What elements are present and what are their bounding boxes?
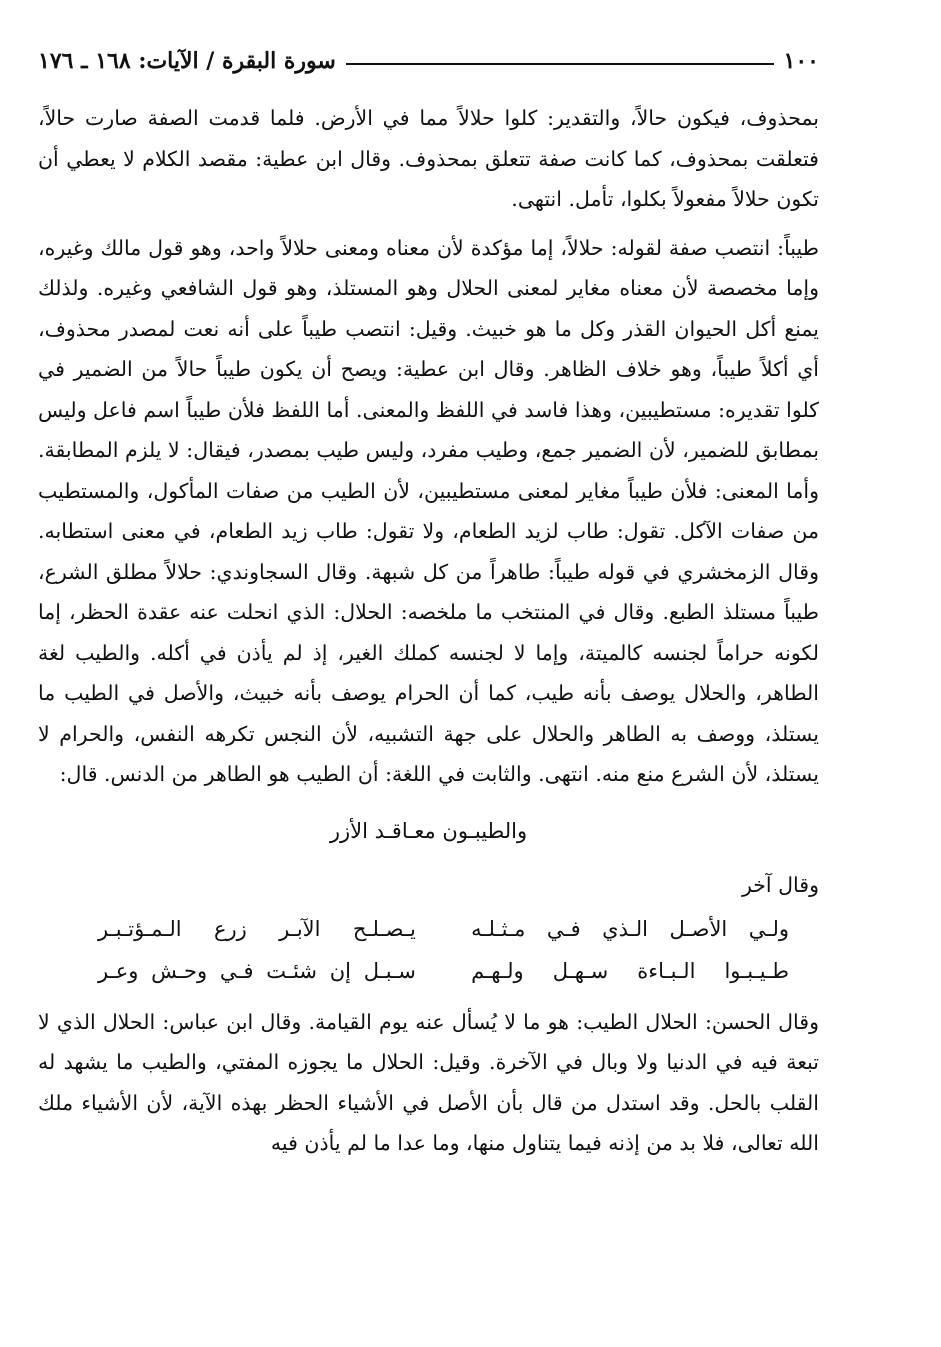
paragraph: بمحذوف، فيكون حالاً، والتقدير: كلوا حلالاً مما في الأرض. فلما قدمت الصفة صارت حالاً، فتعلقت بمحذوف، كما كانت صفة تتعلق بمحذوف. وقال ابن عطية: مقصد الكلام لا يعطي أن تكون حلالاً مفعولاً بكلوا، تأمل. انتهى. xyxy=(38,106,819,211)
paragraph: طيباً: انتصب صفة لقوله: حلالاً، إما مؤكدة لأن معناه ومعنى حلالاً واحد، وهو قول مالك وغيره، وإما مخصصة لأن معناه مغاير لمعنى الحلال وهو المستلذ، وهو قول الشافعي وغيره. ولذلك يمنع أكل الحيوان القذر وكل ما هو خبيث. وقيل: انتصب طيباً على أنه نعت لمصدر محذوف، أي أكلاً طيباً، وهو خلاف الظاهر. وقال ابن عطية: ويصح أن يكون طيباً حالاً من الضمير في كلوا تقديره: مستطيبين، وهذا فاسد في اللفظ والمعنى. أما اللفظ فلأن طيباً اسم فاعل وليس بمطابق للضمير، لأن الضمير جمع، وطيب مفرد، وليس طيب بمصدر، فيقال: لا يلزم المطابقة. وأما المعنى: فلأن طيباً مغاير لمعنى مستطيبين، لأن الطيب من صفات المأكول، والمستطيب من صفات الآكل. تقول: طاب لزيد الطعام، ولا تقول: طاب زيد الطعام، في معنى استطابه. وقال الزمخشري في قوله طيباً: طاهراً من كل شبهة. وقال السجاوندي: حلالاً مطلق الشرع، طيباً مستلذ الطبع. وقال في المنتخب ما ملخصه: الحلال: الذي انحلت عنه عقدة الحظر، إما لكونه حراماً لجنسه كالميتة، وإما لا لجنسه كملك الغير، إذ لم يأذن في أكله. والطيب لغة الطاهر، والحلال يوصف بأنه طيب، كما أن الحرام يوصف بأنه خبيث، والأصل في الطيب ما يستلذ، ووصف به الطاهر والحلال على جهة التشبيه، لأن النجس تكرهه النفس، والحرام لا يستلذ، لأن الشرع منع منه. انتهى. والثابت في اللغة: أن الطيب هو الطاهر من الدنس. قال: xyxy=(38,235,819,786)
verse-quote: والطيبـون معـاقـد الأزر xyxy=(329,818,528,843)
page-number: ١٠٠ xyxy=(783,48,819,74)
poem-hemistich-second: سـبـل إن شئـت فـي وحـش وعـر xyxy=(98,958,416,983)
page-body xyxy=(38,98,819,1164)
poem-line xyxy=(98,908,789,950)
poem-hemistich-first: طـيـبـوا الـبـاءة سـهـل ولـهـم xyxy=(471,958,789,983)
header-rule xyxy=(346,63,774,65)
page-header xyxy=(38,44,819,78)
poem-hemistich-second: يـصـلـح الآبـر زرع الـمـؤتـبـر xyxy=(98,916,416,941)
poem xyxy=(38,908,819,992)
poem-line xyxy=(98,950,789,992)
paragraph: وقال الحسن: الحلال الطيب: هو ما لا يُسأل عنه يوم القيامة. وقال ابن عباس: الحلال الذي لا تبعة فيه في الدنيا ولا وبال في الآخرة. وقيل: الحلال ما يجوزه المفتي، والطيب ما يشهد له القلب بالحل. وقد استدل من قال بأن الأصل في الأشياء الحظر بهذه الآية، لأن الأشياء ملك الله تعالى، فلا بد من إذنه فيما يتناول منها، وما عدا ما لم يأذن فيه xyxy=(38,1009,819,1155)
poem-intro: وقال آخر xyxy=(741,873,819,897)
running-title: سورة البقرة / الآيات: ١٦٨ ـ ١٧٦ xyxy=(38,48,336,74)
poem-hemistich-first: ولـي الأصـل الـذي فـي مـثـلـه xyxy=(471,916,789,941)
